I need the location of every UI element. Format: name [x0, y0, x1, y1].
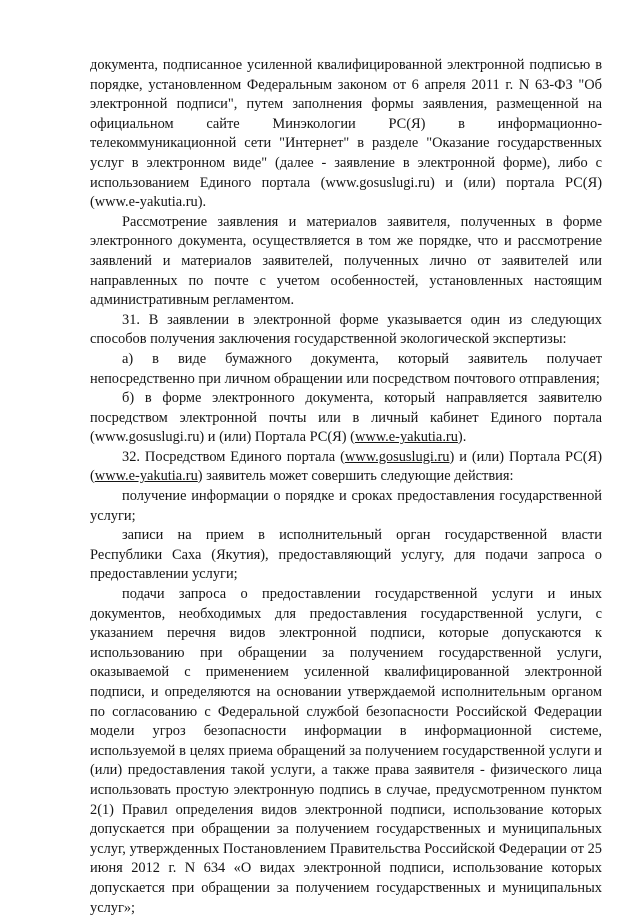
- paragraph-option-a: а) в виде бумажного документа, который заявитель получает непосредственно при личном обращении или посредством почтового отправления;: [90, 350, 602, 387]
- paragraph-submit-request: подачи запроса о предоставлении государственной услуги и иных документов, необходимых для предоставления государственной услуги, с указанием перечня видов электронной подписи, которые допускаются к использованию при обращении за получением государственной услуги, оказываемой с применением усиленной квалифицированной электронной подписи, и определяются на основании утверждаемой исполнительным органом по согласованию с Федеральной службой безопасности Российской Федерации модели угроз безопасности информации в информационной системе, используемой в целях приема обращений за получением государственной услуги и (или) предоставления такой услуги, а также права заявителя - физического лица использовать простую электронную подпись в случае, предусмотренном пунктом 2(1) Правил определения видов электронной подписи, использование которых допускается при обращении за получением государственных и муниципальных услуг, утвержденных Постановлением Правительства Российской Федерации от 25 июня 2012 г. N 634 «О видах электронной подписи, использование которых допускается при обращении за получением государственных и муниципальных услуг»;: [90, 586, 602, 916]
- paragraph-item-31: 31. В заявлении в электронной форме указывается один из следующих способов получения заключения государственной экологической экспертизы:: [90, 311, 602, 348]
- paragraph-get-information: получение информации о порядке и сроках предоставления государственной услуги;: [90, 488, 602, 524]
- e-yakutia-link-2[interactable]: www.e-yakutia.ru: [94, 468, 198, 485]
- paragraph-review-procedure: Рассмотрение заявления и материалов заявителя, полученных в форме электронного документа, осуществляется в том же порядке, что и рассмотрение заявлений и материалов заявителей, полученных лично от заявителей или направленных по почте с учетом особенностей, установленных настоящим административным регламентом.: [90, 213, 602, 309]
- item-32-middle: ) и (или) Портала РС(Я) (: [90, 448, 602, 485]
- option-b-end: ).: [457, 429, 467, 446]
- item-32-text: 32. Посредством Единого портала (: [122, 448, 345, 465]
- document-page: [90, 56, 602, 918]
- paragraph-appointment: записи на прием в исполнительный орган государственной власти Республики Саха (Якутия), предоставляющий услугу, для подачи запроса о предоставлении услуги;: [90, 527, 602, 583]
- e-yakutia-link[interactable]: www.e-yakutia.ru: [354, 429, 458, 446]
- gosuslugi-link[interactable]: www.gosuslugi.ru: [344, 448, 450, 465]
- paragraph-submission-methods: документа, подписанное усиленной квалифицированной электронной подписью в порядке, установленном Федеральным законом от 6 апреля 2011 г. N 63-ФЗ "Об электронной подписи", путем заполнения формы заявления, размещенной на официальном сайте Минэкологии РС(Я) в информационно-телекоммуникационной сети "Интернет" в разделе "Оказание государственных услуг в электронном виде" (далее - заявление в электронной форме), либо с использованием Единого портала (www.gosuslugi.ru) и (или) портала РС(Я) (www.e-yakutia.ru).: [90, 57, 602, 211]
- paragraph-option-b: [90, 389, 602, 448]
- item-32-end: ) заявитель может совершить следующие действия:: [197, 468, 514, 485]
- paragraph-item-32: [90, 448, 602, 487]
- option-b-text: б) в форме электронного документа, который направляется заявителю посредством электронной почты или в личный кабинет Единого портала (www.gosuslugi.ru) и (или) Портала РС(Я) (: [90, 390, 602, 446]
